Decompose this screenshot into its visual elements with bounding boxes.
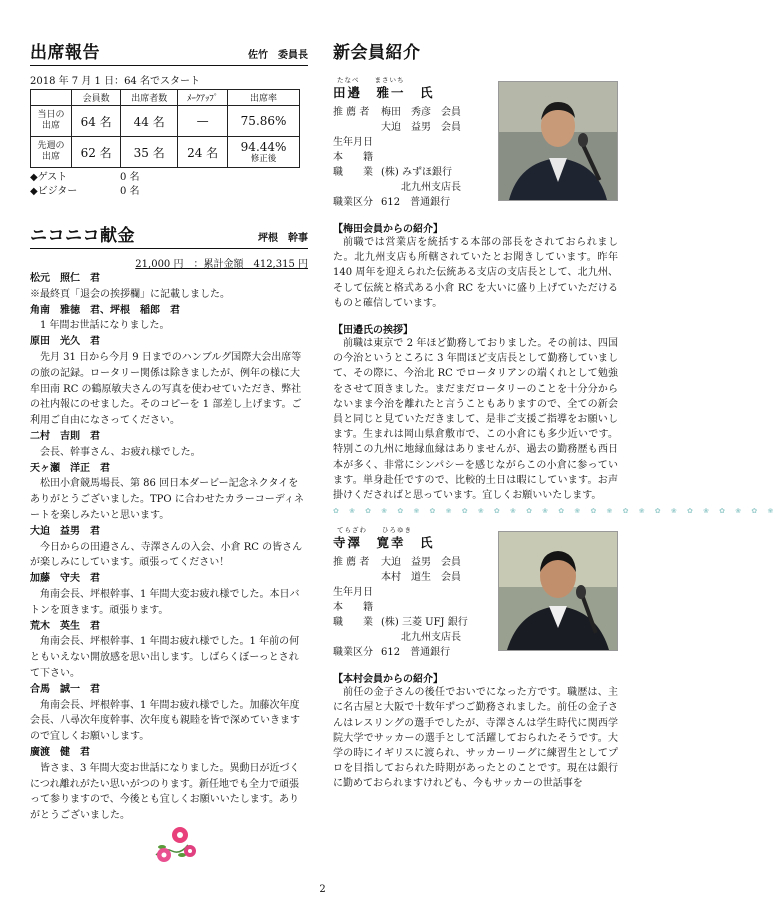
new-members-title: 新会員紹介 (333, 43, 421, 63)
row-label-today-b: 出席 (41, 121, 60, 131)
job-company: (株) みずほ銀行 (381, 167, 452, 178)
lastweek-rate-cell (228, 137, 300, 168)
lastweek-rate: 94.44% (240, 139, 287, 154)
list-item (30, 571, 308, 618)
nikoniko-amount (30, 255, 308, 270)
row-label-today (31, 106, 72, 137)
attendance-row-today (31, 106, 300, 137)
entry-name: 角南 雅徳 君、坪根 稲郎 君 (30, 304, 180, 316)
greeting-heading: 【田邉氏の挨拶】 (333, 325, 413, 337)
entry-message: 会長、幹事さん、お疲れ様でした。 (40, 446, 201, 458)
intro-heading: 【本村会員からの紹介】 (333, 674, 443, 686)
recommender-label: 推 薦 者 (333, 107, 370, 118)
list-item (30, 429, 308, 461)
job-position: 北九州支店長 (401, 182, 461, 193)
class-label: 職業区分 (333, 647, 373, 659)
list-item (30, 271, 308, 303)
job-company: (株) 三菱 UFJ 銀行 (381, 617, 468, 629)
greeting-body: 前職は東京で 2 年ほど勤務しておりました。その前は、四国の今治というところに 3 年間ほど支店長として勤務していまして、その際に、今治北 RC でロータリアンの端くれとして勉強をさせて頂きました。まだまだロータリーのことを十分分からないまま今治を離れたと言うこともありますので、全ての新会員と同じと見ていただきまして、是非ご支援ご指導をお願いします。生まれは岡山県倉敷市で、この小倉にも多少近いです。特別この九州に地縁血縁はありませんが、過去の勤務歴も西日本が多く、非常にシンパシーを感じながらこの小倉に参っています。単身赴任ですので、比較的土日は暇にしています。お声掛けくださればと思っています。宜しくお願いいたします。 (333, 338, 618, 502)
row-label-lastweek-b: 出席 (41, 152, 60, 162)
list-item (30, 745, 308, 824)
entry-name: 合馬 誠一 君 (30, 683, 100, 695)
member-photo-tanabe (498, 81, 618, 201)
lastweek-rate-note: 修正後 (250, 153, 277, 164)
guest-value: 0 名 (120, 172, 140, 183)
entry-message: ※最終頁「退会の挨拶欄」に記載しました。 (30, 288, 230, 300)
entry-message: 角南会長、坪根幹事、1 年間大変お疲れ様でした。本日バトンを頂きます。頑張ります。 (30, 588, 300, 616)
nikoniko-header (30, 221, 308, 249)
entry-name: 大迫 益男 君 (30, 525, 100, 537)
member1-ruby: たなべ まさいち (337, 76, 405, 84)
lastweek-attendees: 35 名 (121, 137, 178, 168)
entry-message: 角南会長、坪根幹事、1 年間お疲れ様でした。加藤次年度会長、八尋次年度幹事、次年度も親睦を皆で深めていきますので宜しくお願いします。 (30, 699, 300, 743)
birth-label: 生年月日 (333, 137, 373, 148)
intro-body: 前職では営業店を統括する本部の部長をされておられました。北九州支店も所轄されていたとお聞きしています。昨年 140 周年を迎えられた伝統ある支店の支店長として、北九州、そして伝統と格式ある小倉 RC を大いに盛り上げていただけるものと確信しています。 (333, 237, 618, 309)
right-column (333, 38, 777, 792)
birth-label: 生年月日 (333, 587, 373, 599)
row-label-lastweek (31, 137, 72, 168)
lastweek-makeup: 24 名 (178, 137, 228, 168)
today-attendees: 44 名 (121, 106, 178, 137)
list-item (30, 682, 308, 745)
entry-name: 天ヶ瀬 洋正 君 (30, 462, 110, 474)
attendance-title: 出席報告 (30, 43, 100, 63)
nikoniko-title: ニコニコ献金 (30, 226, 135, 246)
intro-heading: 【梅田会員からの紹介】 (333, 224, 443, 235)
entry-name: 原田 光久 君 (30, 336, 100, 348)
member-profile-tanabe (333, 75, 618, 503)
today-rate: 75.86% (228, 106, 300, 137)
attendance-date-line: 2018 年 7 月 1 日：64 名でスタート (30, 76, 200, 87)
visitor-line (30, 185, 308, 199)
class-label: 職業区分 (333, 197, 373, 208)
list-item (30, 461, 308, 524)
intro-body: 前任の金子さんの後任でおいでになった方です。職歴は、主に名古屋と大阪で十数年ずつご勤務されました。前任の金子さんはレスリングの選手でしたが、寺澤さんは学生時代に関西学院大学でサッカーの選手として活躍しておられたそうです。大学の時にイギリスに渡られ、サッカーリーグに練習生としてプロを目指しておられた時期があったとのことです。現在は銀行に勤めておられますけれども、今もサッカーの世話事を (333, 687, 618, 790)
entry-message: 先月 31 日から今月 9 日までのハンブルグ国際大会出席等の旅の記録。ロータリー関係は除きましたが、例年の様に大牟田南 RC の鶴原敏夫さんの写真を使わせていただき、弊社の社内報にのせました。そのコピーを 1 部差し上げます。ご利用ご自由になさってください。 (30, 351, 302, 427)
nikoniko-author: 坪根 幹事 (258, 233, 308, 244)
entry-name: 廣渡 健 君 (30, 746, 90, 758)
attendance-header-row (31, 90, 300, 106)
attendance-row-lastweek (31, 137, 300, 168)
class-value: 612 普通銀行 (381, 647, 451, 659)
entry-message: 松田小倉競馬場長、第 86 回日本ダービー記念ネクタイをありがとうございました。TPO に合わせたカラーコーディネートを楽しみたいと思います。 (30, 478, 304, 521)
job-position: 北九州支店長 (401, 632, 461, 644)
ribbon-divider: ✿ ❀ ✿ ❀ ✿ ❀ ✿ ❀ ✿ ❀ ✿ ❀ ✿ ❀ ✿ ❀ ✿ ❀ ✿ ❀ ✿ ❀ ✿ ❀ ✿ ❀ ✿ ❀ (333, 507, 777, 516)
col-header-attendees: 出席者数 (121, 90, 178, 106)
entry-name: 松元 照仁 君 (30, 273, 100, 284)
left-column (30, 38, 308, 824)
visitor-label: ◆ビジター (30, 186, 78, 197)
member2-ruby: てらざわ ひろゆき (337, 526, 412, 535)
recommender-1: 梅田 秀彦 会員 (381, 107, 461, 118)
attendance-table (30, 89, 300, 168)
page-number: 2 (319, 884, 326, 895)
entry-name: 加藤 守夫 君 (30, 573, 100, 585)
recommender-2: 本村 道生 会員 (381, 572, 461, 584)
member-photo-terazawa (498, 531, 618, 651)
attendance-author: 佐竹 委員長 (248, 50, 308, 61)
nikoniko-entries (30, 271, 308, 824)
lastweek-members: 62 名 (72, 137, 121, 168)
origin-label: 本 籍 (333, 152, 373, 163)
col-header-makeup: ﾒｰｸｱｯﾌﾟ (178, 90, 228, 106)
guest-label: ◆ゲスト (30, 172, 68, 183)
list-item (30, 334, 308, 429)
recommender-1: 大迫 益男 会員 (381, 557, 461, 569)
row-label-today-a: 当日の (37, 110, 65, 120)
origin-label: 本 籍 (333, 602, 373, 614)
visitor-value: 0 名 (120, 186, 140, 197)
guest-line (30, 171, 308, 185)
member2-name-text: 寺澤 寛幸 氏 (333, 535, 435, 551)
entry-message: 今日からの田邉さん、寺澤さんの入会、小倉 RC の皆さんが楽しみにしています。頑張ってください！ (30, 541, 303, 569)
flower-illustration (150, 825, 198, 865)
member-profile-terazawa (333, 525, 618, 791)
today-members: 64 名 (72, 106, 121, 137)
col-header-rate: 出席率 (228, 90, 300, 106)
entry-name: 荒木 英生 君 (30, 620, 100, 632)
col-header-members: 会員数 (72, 90, 121, 106)
job-label: 職 業 (333, 617, 373, 629)
class-value: 612 普通銀行 (381, 197, 451, 208)
entry-name: 二村 吉則 君 (30, 430, 100, 442)
today-makeup: — (178, 106, 228, 137)
attendance-header (30, 38, 308, 66)
list-item (30, 524, 308, 571)
entry-message: 1 年間お世話になりました。 (40, 320, 170, 332)
member1-name-text: 田邉 雅一 氏 (333, 85, 435, 100)
corner-cell (31, 90, 72, 106)
list-item (30, 303, 308, 335)
list-item (30, 619, 308, 682)
nikoniko-amount-text: 21,000 円 ：累計金額 412,315 円 (135, 259, 308, 270)
entry-message: 皆さま、3 年間大変お世話になりました。異動日が近づくにつれ離れがたい思いがつのります。新任地でも全力で頑張って参りますので、今後とも宜しくお願いいたします。ありがとうございました。 (30, 762, 300, 822)
job-label: 職 業 (333, 167, 373, 178)
recommender-label: 推 薦 者 (333, 557, 370, 569)
entry-message: 角南会長、坪根幹事、1 年間お疲れ様でした。1 年前の何ともいえない開放感を思い出します。しばらくぼーっとされて下さい。 (30, 636, 300, 679)
recommender-2: 大迫 益男 会員 (381, 122, 461, 133)
row-label-lastweek-a: 先週の (37, 141, 65, 151)
